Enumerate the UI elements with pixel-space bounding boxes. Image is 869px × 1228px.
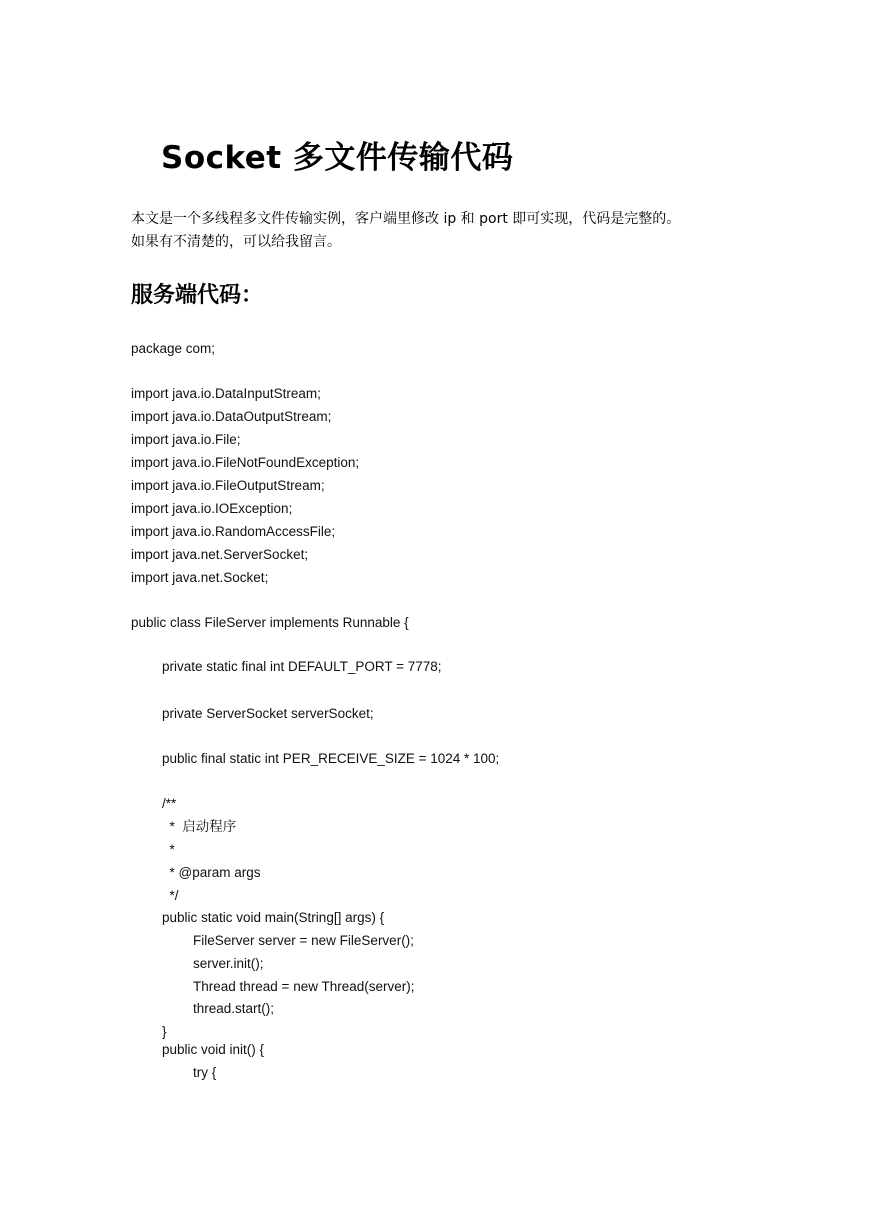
code-line: import java.io.DataOutputStream; xyxy=(131,409,332,424)
code-line: import java.io.FileNotFoundException; xyxy=(131,455,360,470)
code-line: import java.io.RandomAccessFile; xyxy=(131,524,336,539)
code-line: private static final int DEFAULT_PORT = 7778; xyxy=(162,659,442,674)
intro-paragraph xyxy=(131,208,851,254)
code-line: * @param args xyxy=(162,865,261,880)
code-line: import java.io.DataInputStream; xyxy=(131,386,321,401)
code-line: try { xyxy=(193,1065,217,1080)
intro-line-2: 如果有不清楚的，可以给我留言。 xyxy=(131,234,341,250)
code-line: public void init() { xyxy=(162,1042,265,1057)
code-line: public final static int PER_RECEIVE_SIZE = 1024 * 100; xyxy=(162,751,500,766)
code-line: public static void main(String[] args) { xyxy=(162,910,385,925)
code-line: private ServerSocket serverSocket; xyxy=(162,706,374,721)
code-line: Thread thread = new Thread(server); xyxy=(193,979,415,994)
code-line: import java.net.ServerSocket; xyxy=(131,547,309,562)
code-line: package com; xyxy=(131,341,216,356)
intro-line-1: 本文是一个多线程多文件传输实例，客户端里修改 ip 和 port 即可实现，代码是完整的。 xyxy=(131,211,681,227)
code-line: FileServer server = new FileServer(); xyxy=(193,933,414,948)
code-line: server.init(); xyxy=(193,956,264,971)
code-line: */ xyxy=(162,888,179,903)
section-heading-server-code: 服务端代码： xyxy=(131,283,264,308)
code-line: * 启动程序 xyxy=(162,819,237,834)
code-line: import java.io.IOException; xyxy=(131,501,293,516)
code-line: import java.io.File; xyxy=(131,432,241,447)
code-line: } xyxy=(162,1024,167,1039)
code-line: import java.net.Socket; xyxy=(131,570,269,585)
code-line: thread.start(); xyxy=(193,1001,275,1016)
code-line: import java.io.FileOutputStream; xyxy=(131,478,325,493)
code-line: public class FileServer implements Runnable { xyxy=(131,615,409,630)
document-title: Socket 多文件传输代码 xyxy=(161,140,514,176)
code-line: /** xyxy=(162,796,177,811)
code-line: * xyxy=(162,842,175,857)
